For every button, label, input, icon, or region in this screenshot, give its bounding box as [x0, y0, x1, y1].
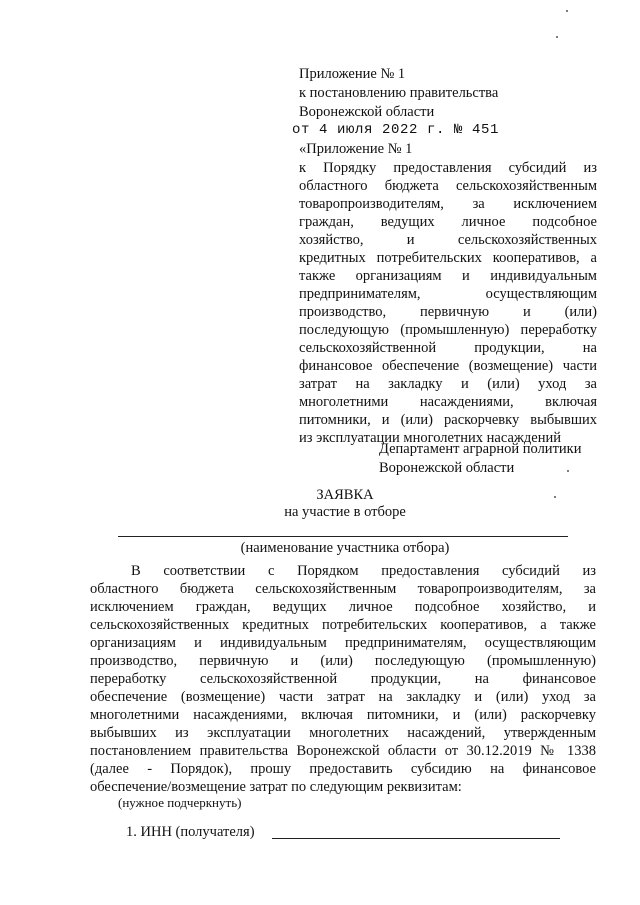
- inner-appendix-line: товаропроизводителям, за исключением: [299, 196, 597, 212]
- inn-input-line[interactable]: [272, 838, 560, 839]
- inner-appendix-line: последующую (промышленную) переработку: [299, 322, 597, 338]
- body-line: организациям и индивидуальным предпринимателям, осуществляющим: [90, 635, 596, 651]
- inner-appendix-line: кредитных потребительских кооперативов, а: [299, 250, 597, 266]
- inner-appendix-line: сельскохозяйственной продукции, на: [299, 340, 597, 356]
- inner-appendix-line: предпринимателям, осуществляющим: [299, 286, 597, 302]
- inner-appendix-line: многолетними насаждениями, включая: [299, 394, 597, 410]
- inner-appendix-line: также организациям и индивидуальным: [299, 268, 597, 284]
- inner-appendix-line: граждан, ведущих личное подсобное: [299, 214, 597, 230]
- body-line: производство, первичную и (или) последующую (промышленную): [90, 653, 596, 669]
- underline-note: (нужное подчеркнуть): [118, 795, 242, 810]
- inner-appendix-line: из эксплуатации многолетних насаждений: [299, 430, 562, 446]
- body-line: обеспечение (возмещение) части затрат на закладку и (или) уход за: [90, 689, 596, 705]
- scan-speck: [567, 470, 569, 472]
- body-line: (далее - Порядок), прошу предоставить субсидию на финансовое: [90, 761, 596, 777]
- inner-appendix-line: производство, первичную и (или): [299, 304, 597, 320]
- scan-speck: [556, 36, 558, 38]
- inner-appendix-title: «Приложение № 1: [299, 141, 413, 157]
- participant-name-caption: (наименование участника отбора): [240, 540, 450, 556]
- body-line: исключением граждан, ведущих личное подсобное хозяйство, и: [90, 599, 596, 615]
- scan-speck: [554, 496, 556, 498]
- appendix-date-line: от 4 июля 2022 г. № 451: [292, 122, 500, 138]
- inner-appendix-line: к Порядку предоставления субсидий из: [299, 160, 597, 176]
- body-line: постановлением правительства Воронежской области от 30.12.2019 № 1338: [90, 743, 596, 759]
- addressee-line-1: Департамент аграрной политики: [379, 441, 582, 457]
- scan-speck: [566, 10, 568, 12]
- document-subheading: на участие в отборе: [284, 504, 406, 520]
- body-line: В соответствии с Порядком предоставления субсидий из: [131, 563, 596, 579]
- appendix-title: Приложение № 1: [299, 66, 406, 82]
- body-line: выбывших из эксплуатации многолетних насаждений, утвержденным: [90, 725, 596, 741]
- inner-appendix-line: финансовое обеспечение (возмещение) части: [299, 358, 597, 374]
- body-line: многолетними насаждениями, включая питомники, и (или) раскорчевку: [90, 707, 596, 723]
- inn-label: 1. ИНН (получателя): [126, 824, 255, 840]
- body-line: областного бюджета сельскохозяйственным товаропроизводителям, за: [90, 581, 596, 597]
- addressee-line-2: Воронежской области: [379, 460, 515, 476]
- body-line: переработку сельскохозяйственной продукции, на финансовое: [90, 671, 596, 687]
- inner-appendix-line: затрат на закладку и (или) уход за: [299, 376, 597, 392]
- inner-appendix-line: питомники, и (или) раскорчевку выбывших: [299, 412, 597, 428]
- appendix-decree-line: к постановлению правительства: [299, 85, 499, 101]
- document-heading: ЗАЯВКА: [316, 487, 374, 503]
- appendix-region-line: Воронежской области: [299, 104, 435, 120]
- body-line: сельскохозяйственных кредитных потребительских кооперативов, а также: [90, 617, 596, 633]
- inner-appendix-line: хозяйство, и сельскохозяйственных: [299, 232, 597, 248]
- body-line: обеспечение/возмещение затрат по следующим реквизитам:: [90, 779, 462, 795]
- participant-name-field[interactable]: [118, 536, 568, 537]
- inner-appendix-line: областного бюджета сельскохозяйственным: [299, 178, 597, 194]
